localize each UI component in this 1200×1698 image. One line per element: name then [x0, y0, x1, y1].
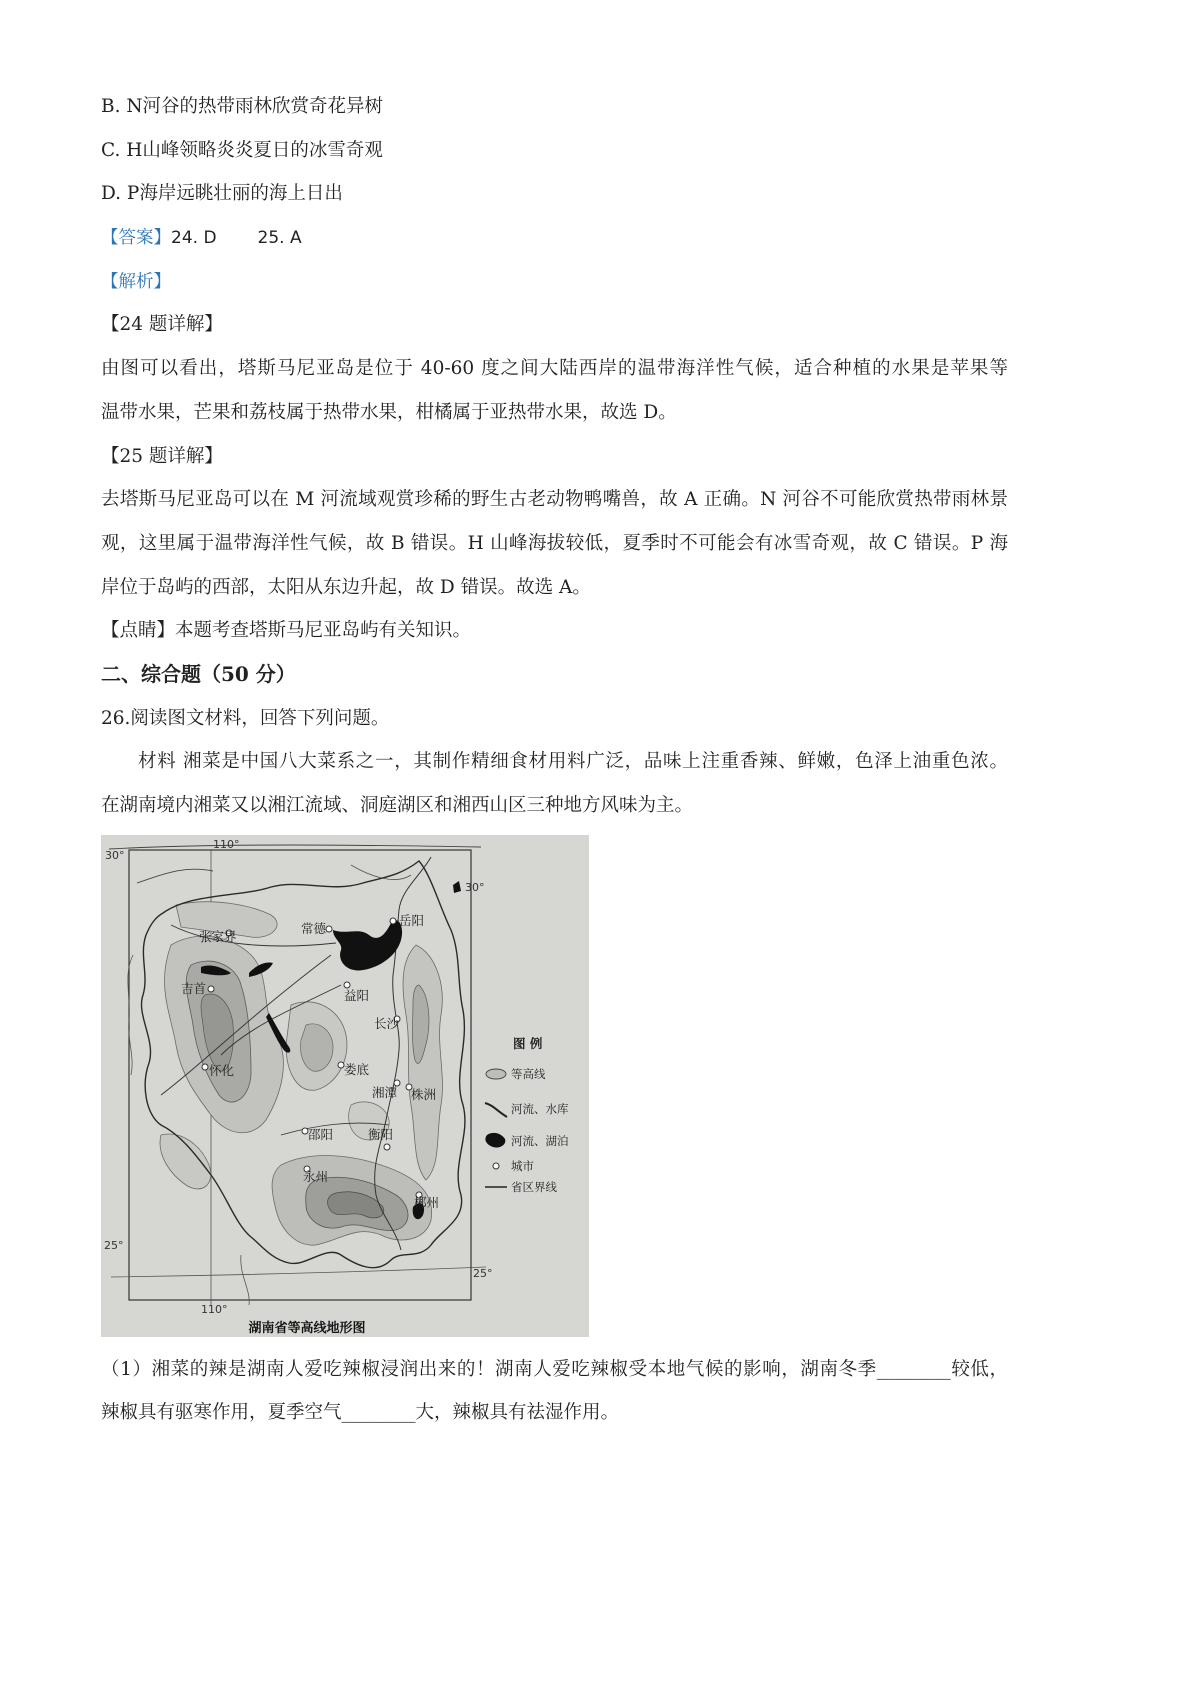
coord-label-30-left: 30°: [105, 848, 125, 862]
legend-city-icon: [493, 1163, 499, 1169]
city-dot: [326, 926, 332, 932]
tip-tag: 【点睛】: [101, 620, 176, 642]
legend-title: 图 例: [513, 1035, 543, 1051]
option-d: D. P海岸远眺壮丽的海上日出: [101, 183, 343, 205]
city-label-changsha: 长沙: [374, 1015, 400, 1031]
q24-heading: 【24 题详解】: [101, 314, 223, 336]
dongting-lake: [333, 920, 402, 970]
subquestion-1-line: 辣椒具有驱寒作用，夏季空气________大，辣椒具有祛湿作用。: [101, 1402, 620, 1424]
legend-item-river-reservoir: 河流、水库: [511, 1101, 569, 1116]
city-dot: [390, 918, 396, 924]
contour-line: [403, 945, 442, 1180]
legend-item-city: 城市: [511, 1158, 534, 1173]
q25-explanation-line: 去塔斯马尼亚岛可以在 M 河流域观赏珍稀的野生古老动物鸭嘴兽，故 A 正确。N 河谷不可能欣赏热带雨林景: [101, 489, 1008, 511]
legend-item-boundary: 省区界线: [511, 1179, 557, 1194]
q24-explanation-line: 由图可以看出，塔斯马尼亚岛是位于 40-60 度之间大陆西岸的温带海洋性气候，适合种植的水果是苹果等: [101, 358, 1008, 380]
map-svg: [101, 835, 589, 1337]
legend-contour-icon: [486, 1069, 506, 1079]
q25-heading: 【25 题详解】: [101, 445, 223, 467]
option-b: B. N河谷的热带雨林欣赏奇花异树: [101, 96, 384, 117]
answer-line: [101, 216, 1008, 260]
legend-item-contour: 等高线: [511, 1066, 546, 1081]
coord-label-30-right: 30°: [465, 880, 485, 894]
material-line: 在湖南境内湘菜又以湘江流域、洞庭湖区和湘西山区三种地方风味为主。: [101, 795, 694, 816]
answer-tag: 【答案】: [101, 228, 171, 249]
city-label-huaihua: 怀化: [209, 1062, 235, 1078]
answer-q24: 24. D: [171, 228, 217, 249]
city-label-hengyang: 衡阳: [368, 1126, 394, 1142]
option-c: C. H山峰领略炎炎夏日的冰雪奇观: [101, 139, 383, 161]
analysis-line: [101, 260, 1008, 304]
graticule-30: [109, 845, 481, 849]
subquestion-1-line: （1）湘菜的辣是湖南人爱吃辣椒浸润出来的！湖南人爱吃辣椒受本地气候的影响，湖南冬季________较低，: [101, 1358, 1008, 1380]
q26-title: 26.阅读图文材料，回答下列问题。: [101, 707, 390, 729]
coord-label-25-right: 25°: [473, 1266, 493, 1280]
section-title: 二、综合题（50 分）: [101, 661, 296, 686]
graticule-25: [111, 1267, 486, 1277]
legend-river-lake-icon: [485, 1133, 505, 1148]
city-label-zhangjiajie: 张家界: [199, 928, 237, 944]
contour-line: [160, 1134, 211, 1189]
coord-label-110-bottom: 110°: [201, 1302, 228, 1316]
map-caption: 湖南省等高线地形图: [248, 1320, 366, 1336]
city-label-zhuzhou: 株洲: [411, 1086, 437, 1102]
city-label-yueyang: 岳阳: [399, 912, 425, 928]
material-line: 材料 湘菜是中国八大菜系之一，其制作精细食材用料广泛，品味上注重香辣、鲜嫩，色泽上油重色浓。: [138, 751, 1008, 773]
legend-item-river-lake: 河流、湖泊: [511, 1133, 569, 1148]
coord-label-25-left: 25°: [104, 1238, 124, 1252]
river: [351, 865, 411, 880]
river: [137, 869, 213, 883]
answer-q25: 25. A: [257, 228, 302, 249]
q24-explanation-line: 温带水果，芒果和荔枝属于热带水果，柑橘属于亚热带水果，故选 D。: [101, 401, 677, 423]
document-body: [101, 85, 1008, 1435]
city-label-jishou: 吉首: [181, 980, 207, 996]
q25-explanation-line: 观，这里属于温带海洋性气候，故 B 错误。H 山峰海拔较低，夏季时不可能会有冰雪奇观，故 C 错误。P 海: [101, 532, 1008, 554]
analysis-tag: 【解析】: [101, 271, 171, 292]
q25-explanation-line: 岸位于岛屿的西部，太阳从东边升起，故 D 错误。故选 A。: [101, 576, 591, 598]
tip-line: [101, 609, 1008, 653]
city-label-xiangtan: 湘潭: [372, 1084, 398, 1100]
city-dot: [202, 1064, 208, 1070]
city-label-changde: 常德: [301, 920, 327, 936]
river: [241, 1255, 249, 1305]
city-label-shaoyang: 邵阳: [308, 1126, 334, 1142]
city-label-chenzhou: 郴州: [414, 1194, 440, 1210]
coord-label-110-top: 110°: [213, 837, 240, 851]
city-label-yongzhou: 永州: [303, 1168, 329, 1184]
tip-text: 本题考查塔斯马尼亚岛屿有关知识。: [175, 620, 472, 642]
city-dot: [208, 986, 214, 992]
city-dot: [384, 1144, 390, 1150]
hunan-contour-map: [101, 835, 589, 1337]
legend-river-reservoir-icon: [485, 1103, 507, 1117]
city-label-yiyang: 益阳: [344, 987, 370, 1003]
city-label-loudi: 娄底: [344, 1061, 370, 1077]
map-marker: [453, 881, 461, 893]
